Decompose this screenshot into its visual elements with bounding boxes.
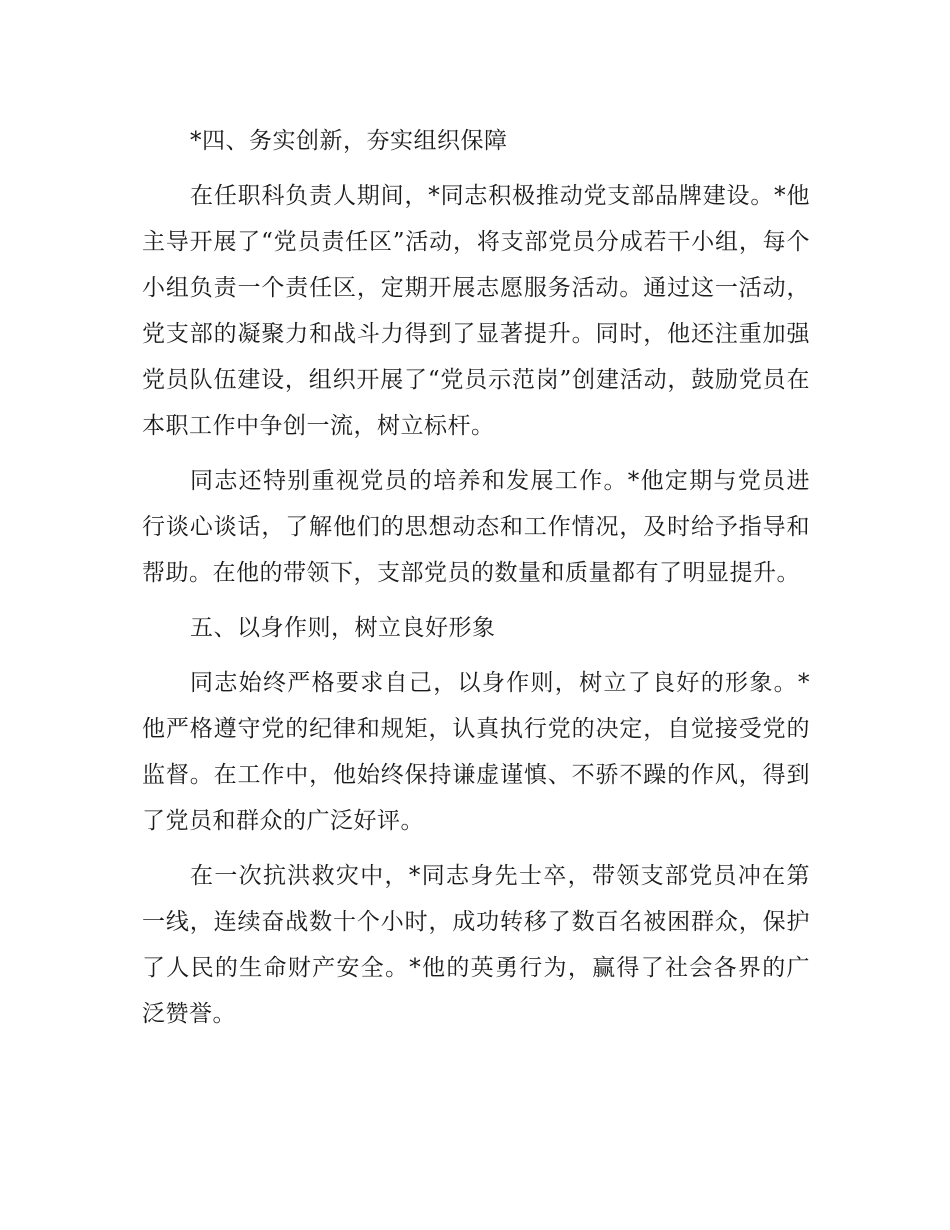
paragraph: 同志始终严格要求自己，以身作则，树立了良好的形象。*他严格遵守党的纪律和规矩，认真执行党的决定，自觉接受党的监督。在工作中，他始终保持谦虚谨慎、不骄不躁的作风，得到了党员和群众的广泛好评。	[142, 670, 810, 834]
section-heading-5: 五、以身作则，树立良好形象	[190, 615, 496, 641]
paragraph: 同志还特别重视党员的培养和发展工作。*他定期与党员进行谈心谈话，了解他们的思想动态和工作情况，及时给予指导和帮助。在他的带领下，支部党员的数量和质量都有了明显提升。	[142, 468, 810, 586]
section-heading-4: *四、务实创新，夯实组织保障	[190, 128, 508, 154]
document-body	[142, 118, 810, 1046]
paragraph: 在一次抗洪救灾中，*同志身先士卒，带领支部党员冲在第一线，连续奋战数十个小时，成功转移了数百名被困群众，保护了人民的生命财产安全。*他的英勇行为，赢得了社会各界的广泛赞誉。	[142, 863, 810, 1027]
paragraph: 在任职科负责人期间，*同志积极推动党支部品牌建设。*他主导开展了“党员责任区”活动，将支部党员分成若干小组，每个小组负责一个责任区，定期开展志愿服务活动。通过这一活动，党支部的凝聚力和战斗力得到了显著提升。同时，他还注重加强党员队伍建设，组织开展了“党员示范岗”创建活动，鼓励党员在本职工作中争创一流，树立标杆。	[142, 183, 810, 439]
